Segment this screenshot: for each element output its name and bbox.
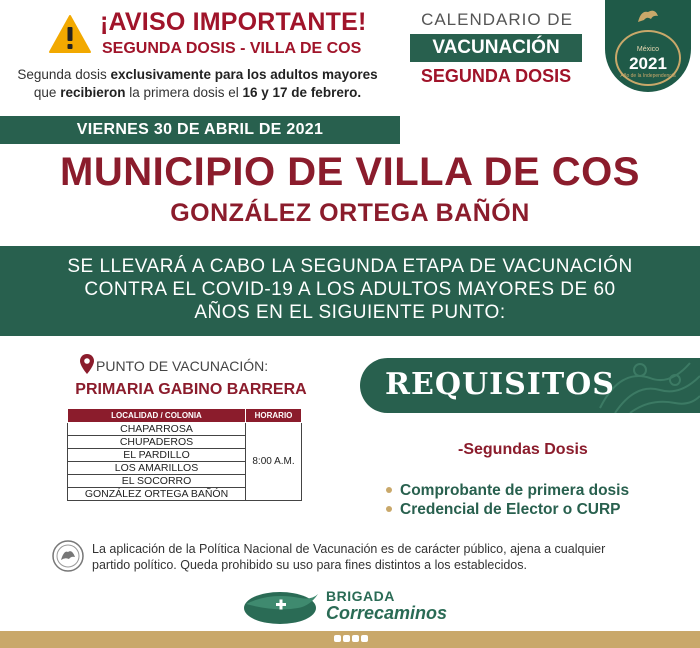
date-bar: VIERNES 30 DE ABRIL DE 2021	[0, 116, 400, 144]
logo-subtitle: Año de la Independencia	[620, 73, 676, 79]
aviso-subtitle: SEGUNDA DOSIS - VILLA DE COS	[102, 40, 362, 57]
instagram-icon[interactable]	[352, 635, 359, 642]
youtube-icon[interactable]	[361, 635, 368, 642]
requisitos-list	[386, 481, 629, 519]
disclaimer-text: La aplicación de la Política Nacional de Vacunación es de carácter público, ajena a cualquier partido político. Queda prohibido su uso para fines distintos a los establecidos.	[92, 542, 606, 572]
header-horario: HORARIO	[246, 409, 302, 423]
punto-label: PUNTO DE VACUNACIÓN:	[96, 358, 269, 374]
table-cell: EL SOCORRO	[68, 475, 246, 488]
twitter-icon[interactable]	[343, 635, 350, 642]
table-row	[68, 423, 302, 436]
table-cell: CHAPARROSA	[68, 423, 246, 436]
punto-name: PRIMARIA GABINO BARRERA	[75, 381, 307, 398]
correcaminos-label: Correcaminos	[326, 603, 448, 623]
calendar-label: CALENDARIO DE	[421, 10, 573, 29]
eagle-icon	[635, 6, 661, 26]
aviso-text: Segunda dosis exclusivamente para los adultos mayores que recibieron la primera dosis el 16 y 17 de febrero.	[17, 67, 378, 100]
horario-cell: 8:00 A.M.	[246, 423, 302, 501]
requisitos-title: REQUISITOS	[385, 367, 615, 402]
warning-icon	[48, 14, 92, 54]
calendar-segunda-dosis: SEGUNDA DOSIS	[420, 66, 572, 86]
bullet-icon	[386, 506, 392, 512]
table-cell: EL PARDILLO	[68, 449, 246, 462]
header-localidad: LOCALIDAD / COLONIA	[68, 409, 246, 423]
header	[0, 0, 700, 112]
etapa-banner	[0, 246, 700, 336]
table-cell: CHUPADEROS	[68, 436, 246, 449]
national-seal-icon	[52, 540, 84, 572]
logo-country: México	[636, 46, 660, 53]
table-cell: GONZÁLEZ ORTEGA BAÑÓN	[68, 488, 246, 501]
etapa-text: SE LLEVARÁ A CABO LA SEGUNDA ETAPA DE VACUNACIÓN CONTRA EL COVID-19 A LOS ADULTOS MAYORES DE 60 AÑOS EN EL SIGUIENTE PUNTO:	[67, 256, 633, 323]
municipio-title: MUNICIPIO DE VILLA DE COS	[60, 150, 640, 194]
bullet-icon	[386, 487, 392, 493]
brigada-label: BRIGADA	[326, 588, 395, 604]
table-cell: LOS AMARILLOS	[68, 462, 246, 475]
location-pin-icon	[80, 354, 94, 374]
mexico-2021-logo	[605, 0, 691, 92]
calendar-vacunacion: VACUNACIÓN	[410, 34, 582, 62]
list-item: Comprobante de primera dosis	[386, 481, 629, 500]
aviso-title: ¡AVISO IMPORTANTE!	[100, 8, 367, 36]
localidad-title: GONZÁLEZ ORTEGA BAÑÓN	[170, 199, 530, 227]
schedule-table	[67, 408, 302, 501]
requisitos-banner	[360, 358, 700, 413]
segundas-dosis-label: -Segundas Dosis	[458, 441, 588, 458]
roadrunner-logo-icon	[240, 584, 320, 626]
facebook-icon[interactable]	[334, 635, 341, 642]
social-icons	[334, 635, 368, 642]
table-header-row	[68, 409, 302, 423]
logo-year: 2021	[629, 54, 667, 73]
list-item: Credencial de Elector o CURP	[386, 500, 629, 519]
